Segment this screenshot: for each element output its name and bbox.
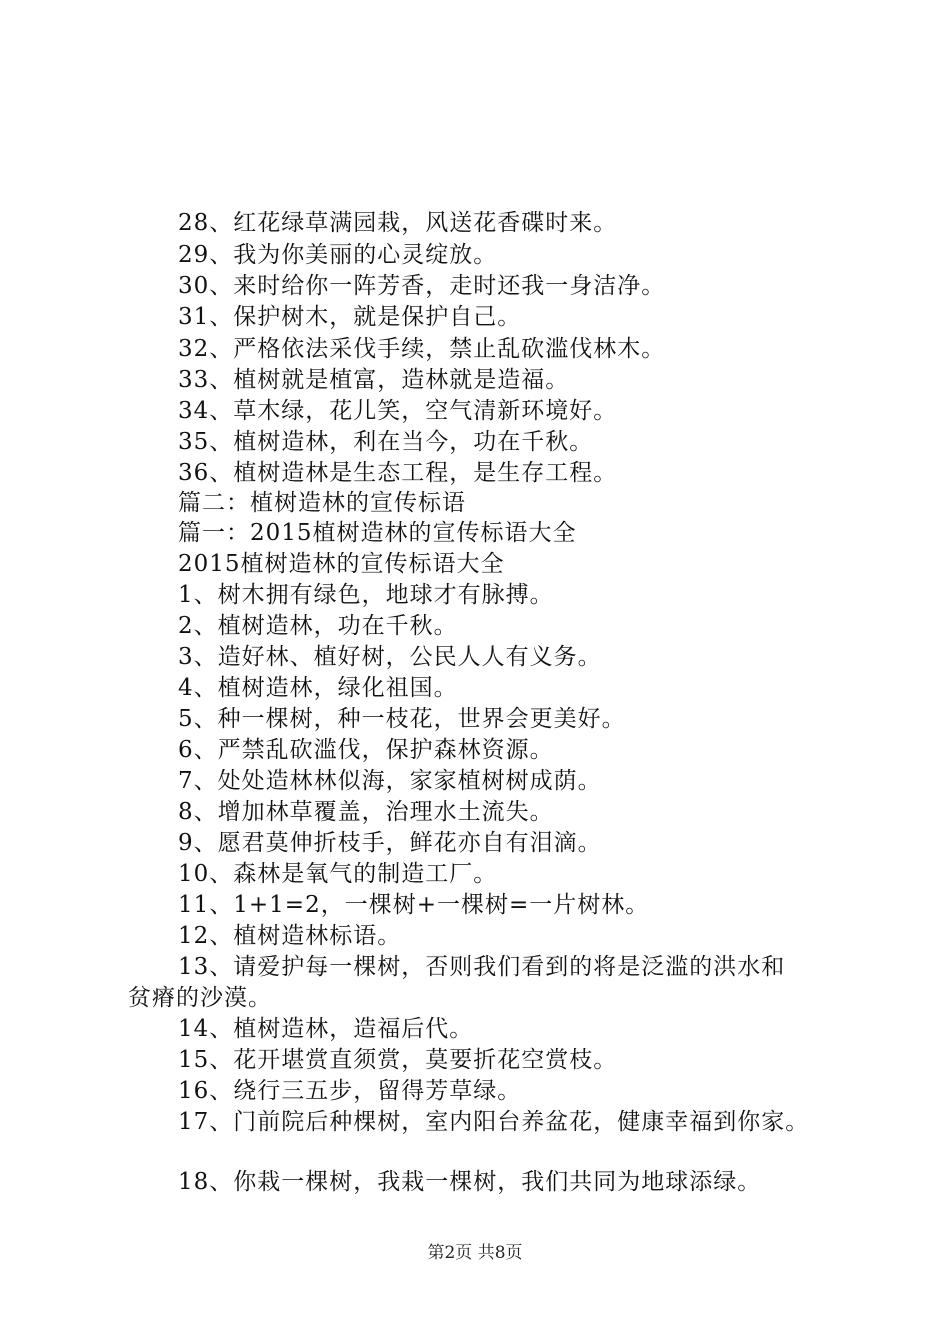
section-heading: 篇二：植树造林的宣传标语 bbox=[178, 490, 466, 516]
text-line: 17、门前院后种棵树，室内阳台养盆花，健康幸福到你家。 bbox=[178, 1109, 810, 1135]
text-line: 36、植树造林是生态工程，是生存工程。 bbox=[178, 460, 618, 486]
page-footer: 第2页 共8页 bbox=[427, 1243, 523, 1263]
text-line: 7、处处造林林似海，家家植树树成荫。 bbox=[178, 768, 602, 794]
text-line: 29、我为你美丽的心灵绽放。 bbox=[178, 242, 498, 268]
text-line: 13、请爱护每一棵树，否则我们看到的将是泛滥的洪水和 bbox=[178, 954, 786, 980]
text-line: 32、严格依法采伐手续，禁止乱砍滥伐林木。 bbox=[178, 336, 666, 362]
text-line: 35、植树造林，利在当今，功在千秋。 bbox=[178, 429, 594, 455]
text-line: 8、增加林草覆盖，治理水土流失。 bbox=[178, 799, 554, 825]
text-line: 34、草木绿，花儿笑，空气清新环境好。 bbox=[178, 398, 618, 424]
text-line: 33、植树就是植富，造林就是造福。 bbox=[178, 367, 570, 393]
text-line: 31、保护树木，就是保护自己。 bbox=[178, 304, 522, 330]
text-line: 15、花开堪赏直须赏，莫要折花空赏枝。 bbox=[178, 1047, 618, 1073]
text-line: 9、愿君莫伸折枝手，鲜花亦自有泪滴。 bbox=[178, 830, 602, 856]
text-line: 18、你栽一棵树，我栽一棵树，我们共同为地球添绿。 bbox=[178, 1169, 762, 1195]
text-line: 2、植树造林，功在千秋。 bbox=[178, 613, 458, 639]
text-line: 14、植树造林，造福后代。 bbox=[178, 1016, 474, 1042]
text-line: 6、严禁乱砍滥伐，保护森林资源。 bbox=[178, 737, 554, 763]
section-heading: 2015植树造林的宣传标语大全 bbox=[178, 551, 505, 577]
text-line: 11、1+1=2，一棵树+一棵树=一片树林。 bbox=[178, 892, 650, 918]
text-line: 4、植树造林，绿化祖国。 bbox=[178, 675, 458, 701]
text-line: 16、绕行三五步，留得芳草绿。 bbox=[178, 1078, 522, 1104]
text-line: 10、森林是氧气的制造工厂。 bbox=[178, 861, 498, 887]
text-line: 30、来时给你一阵芳香，走时还我一身洁净。 bbox=[178, 273, 666, 299]
text-line: 1、树木拥有绿色，地球才有脉搏。 bbox=[178, 582, 554, 608]
section-heading: 篇一：2015植树造林的宣传标语大全 bbox=[178, 520, 577, 546]
text-line: 28、红花绿草满园栽，风送花香碟时来。 bbox=[178, 210, 618, 236]
text-line-continuation: 贫瘠的沙漠。 bbox=[128, 985, 272, 1011]
text-line: 3、造好林、植好树，公民人人有义务。 bbox=[178, 644, 602, 670]
text-line: 5、种一棵树，种一枝花，世界会更美好。 bbox=[178, 706, 626, 732]
text-line: 12、植树造林标语。 bbox=[178, 923, 402, 949]
